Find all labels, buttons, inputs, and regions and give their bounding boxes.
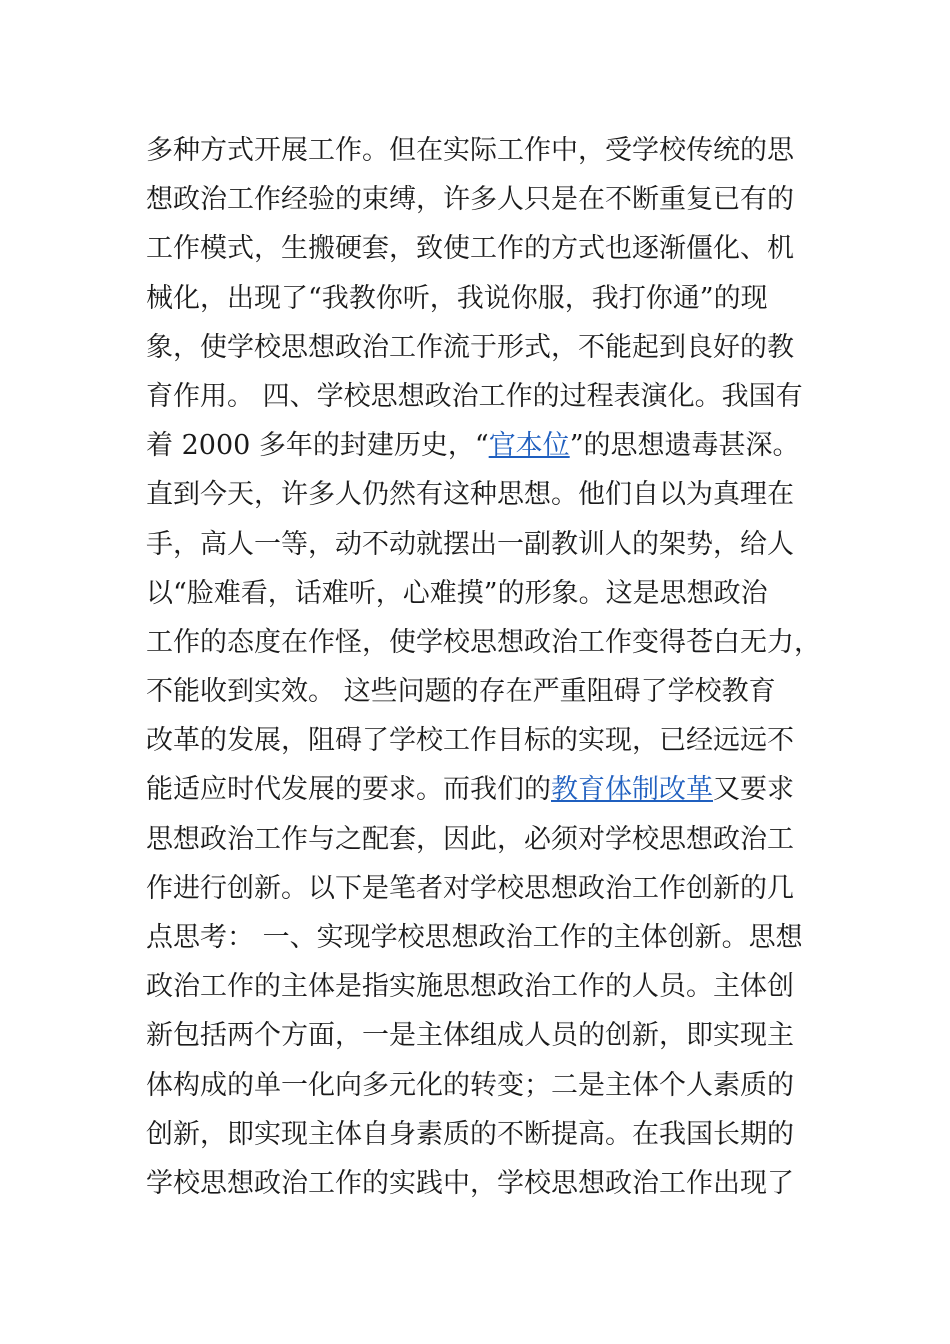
text-segment: 又要求: [713, 774, 794, 806]
text-line: 思想政治工作与之配套，因此，必须对学校思想政治工: [146, 823, 794, 855]
education-reform-link[interactable]: 教育体制改革: [551, 774, 713, 806]
text-line: 学校思想政治工作的实践中，学校思想政治工作出现了: [146, 1167, 794, 1199]
text-line: 手，高人一等，动不动就摆出一副教训人的架势，给人: [146, 528, 794, 560]
text-line: 点思考： 一、实现学校思想政治工作的主体创新。思想: [146, 922, 803, 953]
body-text: [146, 126, 826, 1208]
text-line: 工作模式，生搬硬套，致使工作的方式也逐渐僵化、机: [146, 233, 794, 265]
text-line: 直到今天，许多人仍然有这种思想。他们自以为真理在: [146, 479, 794, 511]
guanbenwei-link[interactable]: 官本位: [488, 430, 570, 462]
text-line-with-link: [146, 765, 826, 814]
text-line: 政治工作的主体是指实施思想政治工作的人员。主体创: [146, 971, 794, 1003]
text-line: 作进行创新。以下是笔者对学校思想政治工作创新的几: [146, 872, 794, 904]
text-segment: 着 2000 多年的封建历史，“: [146, 430, 489, 462]
text-line: 育作用。 四、学校思想政治工作的过程表演化。我国有: [146, 380, 803, 412]
text-line: 象，使学校思想政治工作流于形式，不能起到良好的教: [146, 331, 794, 363]
text-segment: ”的思想遗毒甚深。: [569, 430, 800, 462]
text-line: 多种方式开展工作。但在实际工作中，受学校传统的思: [146, 135, 794, 166]
text-segment: 能适应时代发展的要求。而我们的: [146, 774, 551, 806]
text-line: 械化，出现了“我教你听，我说你服，我打你通”的现: [146, 282, 768, 314]
text-line: 创新，即实现主体自身素质的不断提高。在我国长期的: [146, 1118, 794, 1150]
text-line: 以“脸难看，话难听，心难摸”的形象。这是思想政治: [146, 577, 768, 609]
text-line: 想政治工作经验的束缚，许多人只是在不断重复已有的: [146, 184, 794, 216]
text-line: 不能收到实效。 这些问题的存在严重阻碍了学校教育: [146, 676, 776, 708]
text-line: 工作的态度在作怪，使学校思想政治工作变得苍白无力，: [146, 626, 821, 658]
text-line-with-link: [146, 421, 826, 470]
text-line: 新包括两个方面，一是主体组成人员的创新，即实现主: [146, 1020, 794, 1052]
text-line: 体构成的单一化向多元化的转变；二是主体个人素质的: [146, 1069, 794, 1101]
text-line: 改革的发展，阻碍了学校工作目标的实现，已经远远不: [146, 725, 794, 757]
